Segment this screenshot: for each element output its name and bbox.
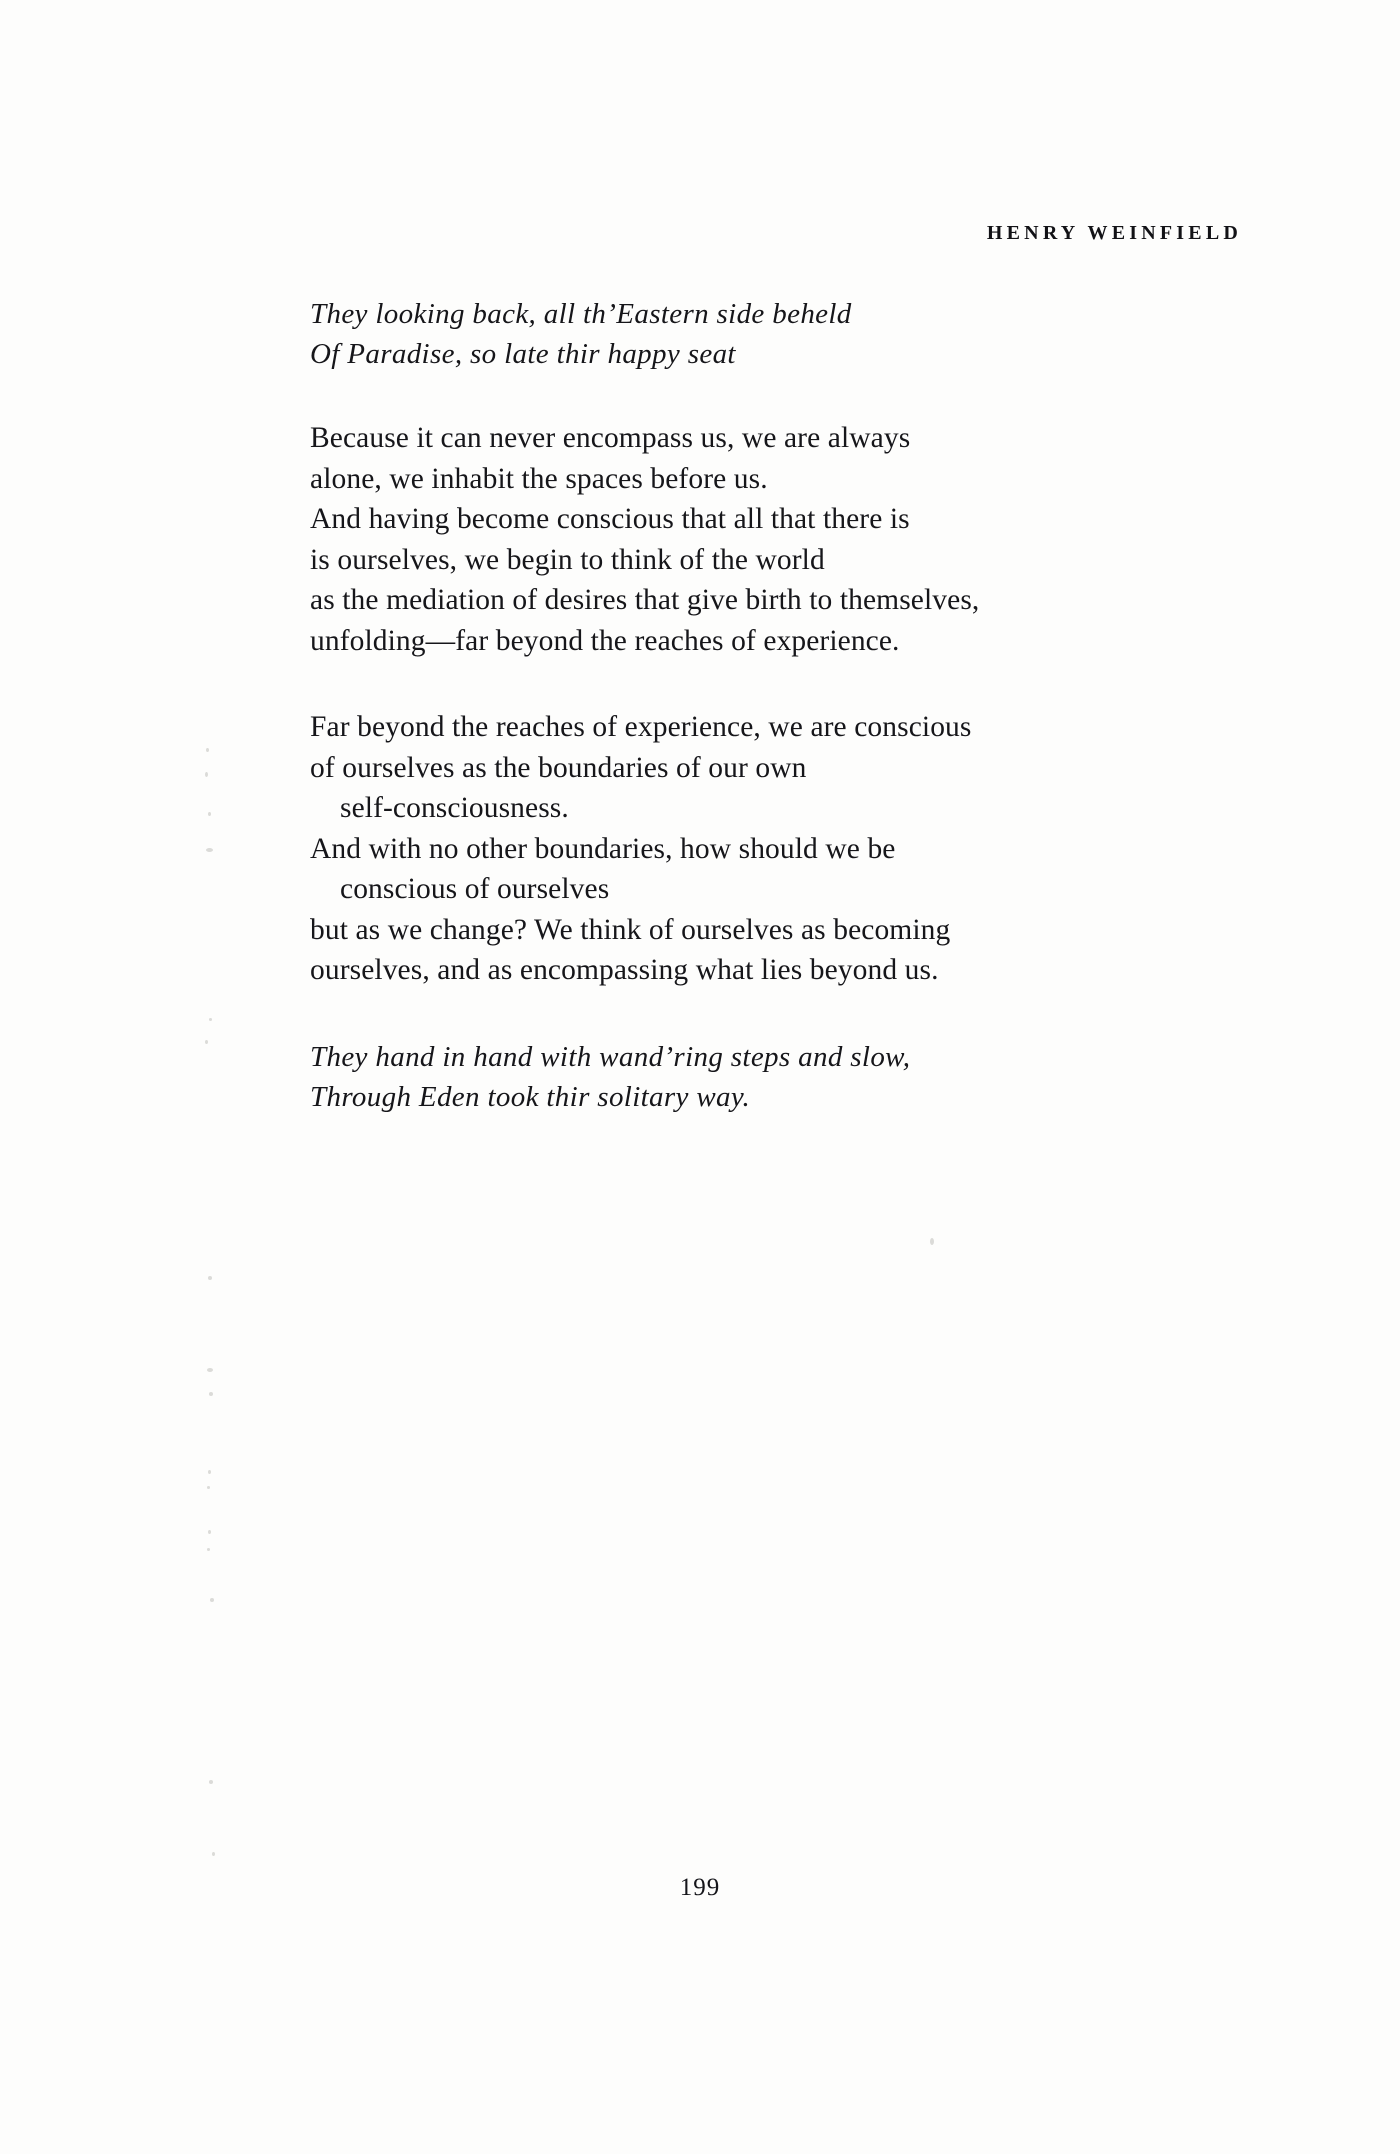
scan-speckle — [208, 1276, 212, 1280]
scan-speckle — [209, 1392, 213, 1396]
verse-line: conscious of ourselves — [340, 873, 610, 905]
scan-speckle — [208, 1470, 211, 1474]
verse-line: but as we change? We think of ourselves as becoming — [310, 913, 951, 946]
verse-line: of ourselves as the boundaries of our own — [310, 751, 807, 784]
verse-line: And with no other boundaries, how should we be — [310, 832, 896, 865]
scan-speckle — [208, 812, 211, 816]
scan-speckle — [206, 848, 213, 852]
poem-text-block — [310, 294, 1260, 1117]
stanza-body-1 — [310, 418, 1260, 661]
page-number: 199 — [679, 1874, 721, 1901]
verse-line: unfolding—far beyond the reaches of experience. — [310, 624, 900, 657]
verse-line: Because it can never encompass us, we are always — [310, 422, 911, 454]
verse-line: Far beyond the reaches of experience, we are conscious — [310, 711, 972, 743]
scan-speckle — [207, 1368, 213, 1372]
scan-speckle — [208, 1530, 211, 1534]
scan-speckle — [209, 1780, 213, 1784]
scan-speckle — [212, 1852, 215, 1856]
scan-speckle — [207, 1548, 210, 1551]
verse-line: as the mediation of desires that give birth to themselves, — [310, 584, 980, 616]
scan-speckle — [206, 748, 209, 752]
verse-line: self-consciousness. — [340, 792, 569, 824]
verse-line: ourselves, and as encompassing what lies beyond us. — [310, 954, 939, 986]
verse-line: And having become conscious that all that there is — [310, 503, 910, 535]
scan-speckle — [207, 1486, 210, 1489]
scan-speckle — [930, 1238, 934, 1245]
verse-line: is ourselves, we begin to think of the world — [310, 543, 825, 576]
verse-line: Through Eden took thir solitary way. — [310, 1080, 751, 1113]
scan-speckle — [205, 772, 208, 777]
verse-line: Of Paradise, so late thir happy seat — [310, 338, 736, 370]
verse-line: They hand in hand with wand’ring steps and slow, — [310, 1040, 911, 1073]
scan-speckle — [209, 1018, 212, 1021]
stanza-body-2 — [310, 707, 1260, 991]
stanza-closing-quote — [310, 1037, 1260, 1117]
verse-line: They looking back, all th’Eastern side beheld — [310, 298, 852, 330]
verse-line: alone, we inhabit the spaces before us. — [310, 462, 768, 495]
stanza-epigraph — [310, 294, 1260, 374]
running-head: HENRY WEINFIELD — [986, 222, 1242, 244]
scan-speckle — [210, 1598, 214, 1602]
scan-speckle — [205, 1040, 208, 1044]
